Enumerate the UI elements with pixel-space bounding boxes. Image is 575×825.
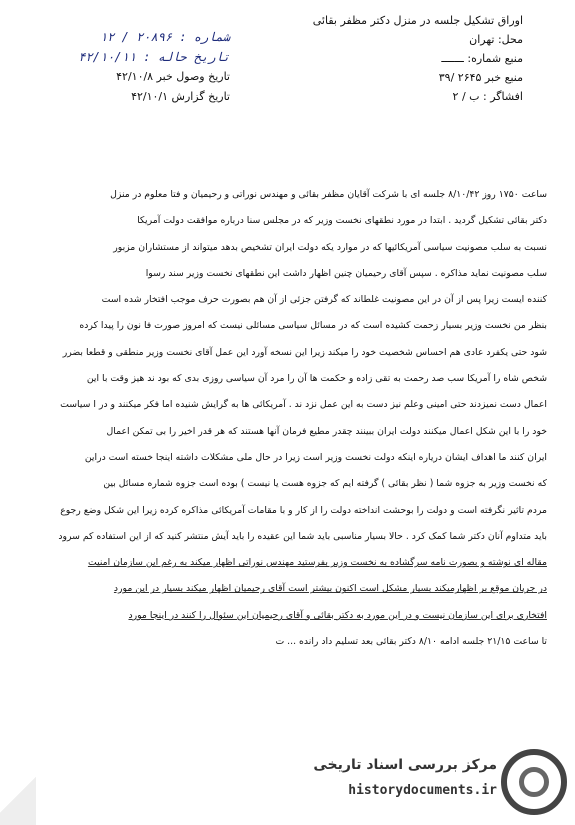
body-line: اعمال دست نمیزدند حتی امینی وعلم نیز دست به این عمل نزد ند . آمریکائی ها به گرایش شنیده اما فکر میکنند و در ا سیاست — [60, 399, 547, 411]
body-line: سلب مصونیت نماید مذاکره . سپس آقای رحیمیان چنین اظهار داشت این نطقهای نخست وزیر سند رسوا — [145, 267, 547, 279]
body-line: دکتر بقائی تشکیل گردید . ابتدا در مورد نطقهای نخست وزیر که در مجلس سنا درباره موافقت دولت آمریکا — [137, 215, 547, 227]
watermark-logo — [313, 739, 567, 819]
header-line: منبع شماره: ـــــــ — [441, 52, 523, 65]
body-line: مقاله ای نوشته و بصورت نامه سرگشاده به نخست وزیر بفرستید مهندس نوراتی اظهار میکند به رغم این سازمان امنیت — [87, 557, 547, 569]
body-line: نسبت به سلب مصونیت سیاسی آمریکائیها که در موارد یکه دولت ایران تشخیص بدهد میتواند از مستشاران مزبور — [113, 241, 547, 253]
body-line: خود را با این شکل اعمال میکنند دولت ایران ببینند چقدر مطیع فرمان آنها هستند که هر قدر اخیر را بی تمکن اعمال — [106, 425, 547, 437]
receipt-date: تاریخ وصول خبر ۴۲/۱۰/۸ — [116, 70, 230, 83]
logo-title: مرکز بررسی اسناد تاریخی — [313, 757, 497, 773]
seal-icon — [501, 749, 567, 815]
referral-date: تاریخ حاله : ۴۲/۱۰/۱۱ — [78, 50, 230, 64]
body-line: افتخاری برای این سازمان نیست و در این مورد به دکتر بقائی و آقای رحیمیان این سئوال را کنند در اینجا مورد — [128, 609, 547, 621]
body-line: ایران کنند ما اهداف ایشان دریاره اینکه دولت نخست وزیر است زیرا در حال ملی مشکلات داشته اینجا خسته است دراین — [84, 451, 547, 463]
header-line: منبع خبر ۲۶۴۵ /۳۹ — [438, 71, 523, 84]
body-line: در جریان موقع بر اظهارمیکند بسیار مشکل است اکنون بیشتر است آقای رحیمیان اظهار میکند بسیار در این مورد — [113, 583, 547, 595]
body-line: ساعت ۱۷۵۰ روز ۸/۱۰/۴۲ جلسه ای با شرکت آقایان مظفر بقائی و مهندس نوراتی و رحیمیان و فتا معلوم در منزل — [110, 189, 547, 200]
header-line: محل: تهران — [469, 33, 523, 46]
body-line: که نخست وزیر به جزوه شما ( نظر بقائی ) گرفته ایم که جزوه هست یا نیست ) بوده است جزوه شماره مسائل بین — [103, 478, 547, 490]
document-number: شماره : ۲۰۸۹۶ / ۱۲ — [99, 30, 230, 44]
body-line: تا ساعت ۲۱/۱۵ جلسه ادامه ۸/۱۰ دکتر بقائی بعد تسلیم داد رانده ... ت — [275, 636, 547, 648]
body-line: مردم تاثیر نگرفته است و دولت را بوحشت انداخته دولت را از کار و با مقامات آمریکائی مذاکره کرده زیرا این شکل وضع رجوع — [60, 504, 547, 516]
body-line: بنظر من نخست وزیر بسیار زحمت کشیده است که در مسائل سیاسی مسائلی نیست که امروز صورت فا نون را پیدا کرده — [79, 320, 547, 332]
body-line: کننده ایست زیرا پس از آن در این مصونیت غلطاند که گرفتن جزئی از آن هم بصورت حرف موجب افتخار شده است — [101, 294, 547, 306]
body-line: شخص شاه را آمریکا سب صد رحمت به تقی زاده و حکمت ها آن را مرد آن سیاسی روزی بدی که بود ند هیز وقت با این — [86, 373, 547, 385]
body-line: شود حتی یکفرد عادی هم احساس شخصیت خود را میکند زیرا این نسخه آورد این عمل آقای نخست وزیر منطقی و قطعا بضرر — [62, 346, 547, 358]
logo-url: historydocuments.ir — [348, 783, 497, 798]
report-body — [32, 182, 547, 655]
body-line: باید متداوم آنان دکتر شما کمک کرد . حالا بسیار مناسبی باید شما این عقیده را باید آیش منتشر کنید که از این استفاده کم سرود — [58, 530, 547, 542]
header-line: افشاگر : ب / ۲ — [452, 90, 523, 103]
header-left — [60, 30, 230, 110]
page-fold — [0, 765, 36, 825]
header-right — [313, 14, 523, 109]
header-line: اوراق تشکیل جلسه در منزل دکتر مظفر بقائی — [312, 14, 523, 27]
report-date: تاریخ گزارش ۴۲/۱۰/۱ — [131, 90, 230, 103]
